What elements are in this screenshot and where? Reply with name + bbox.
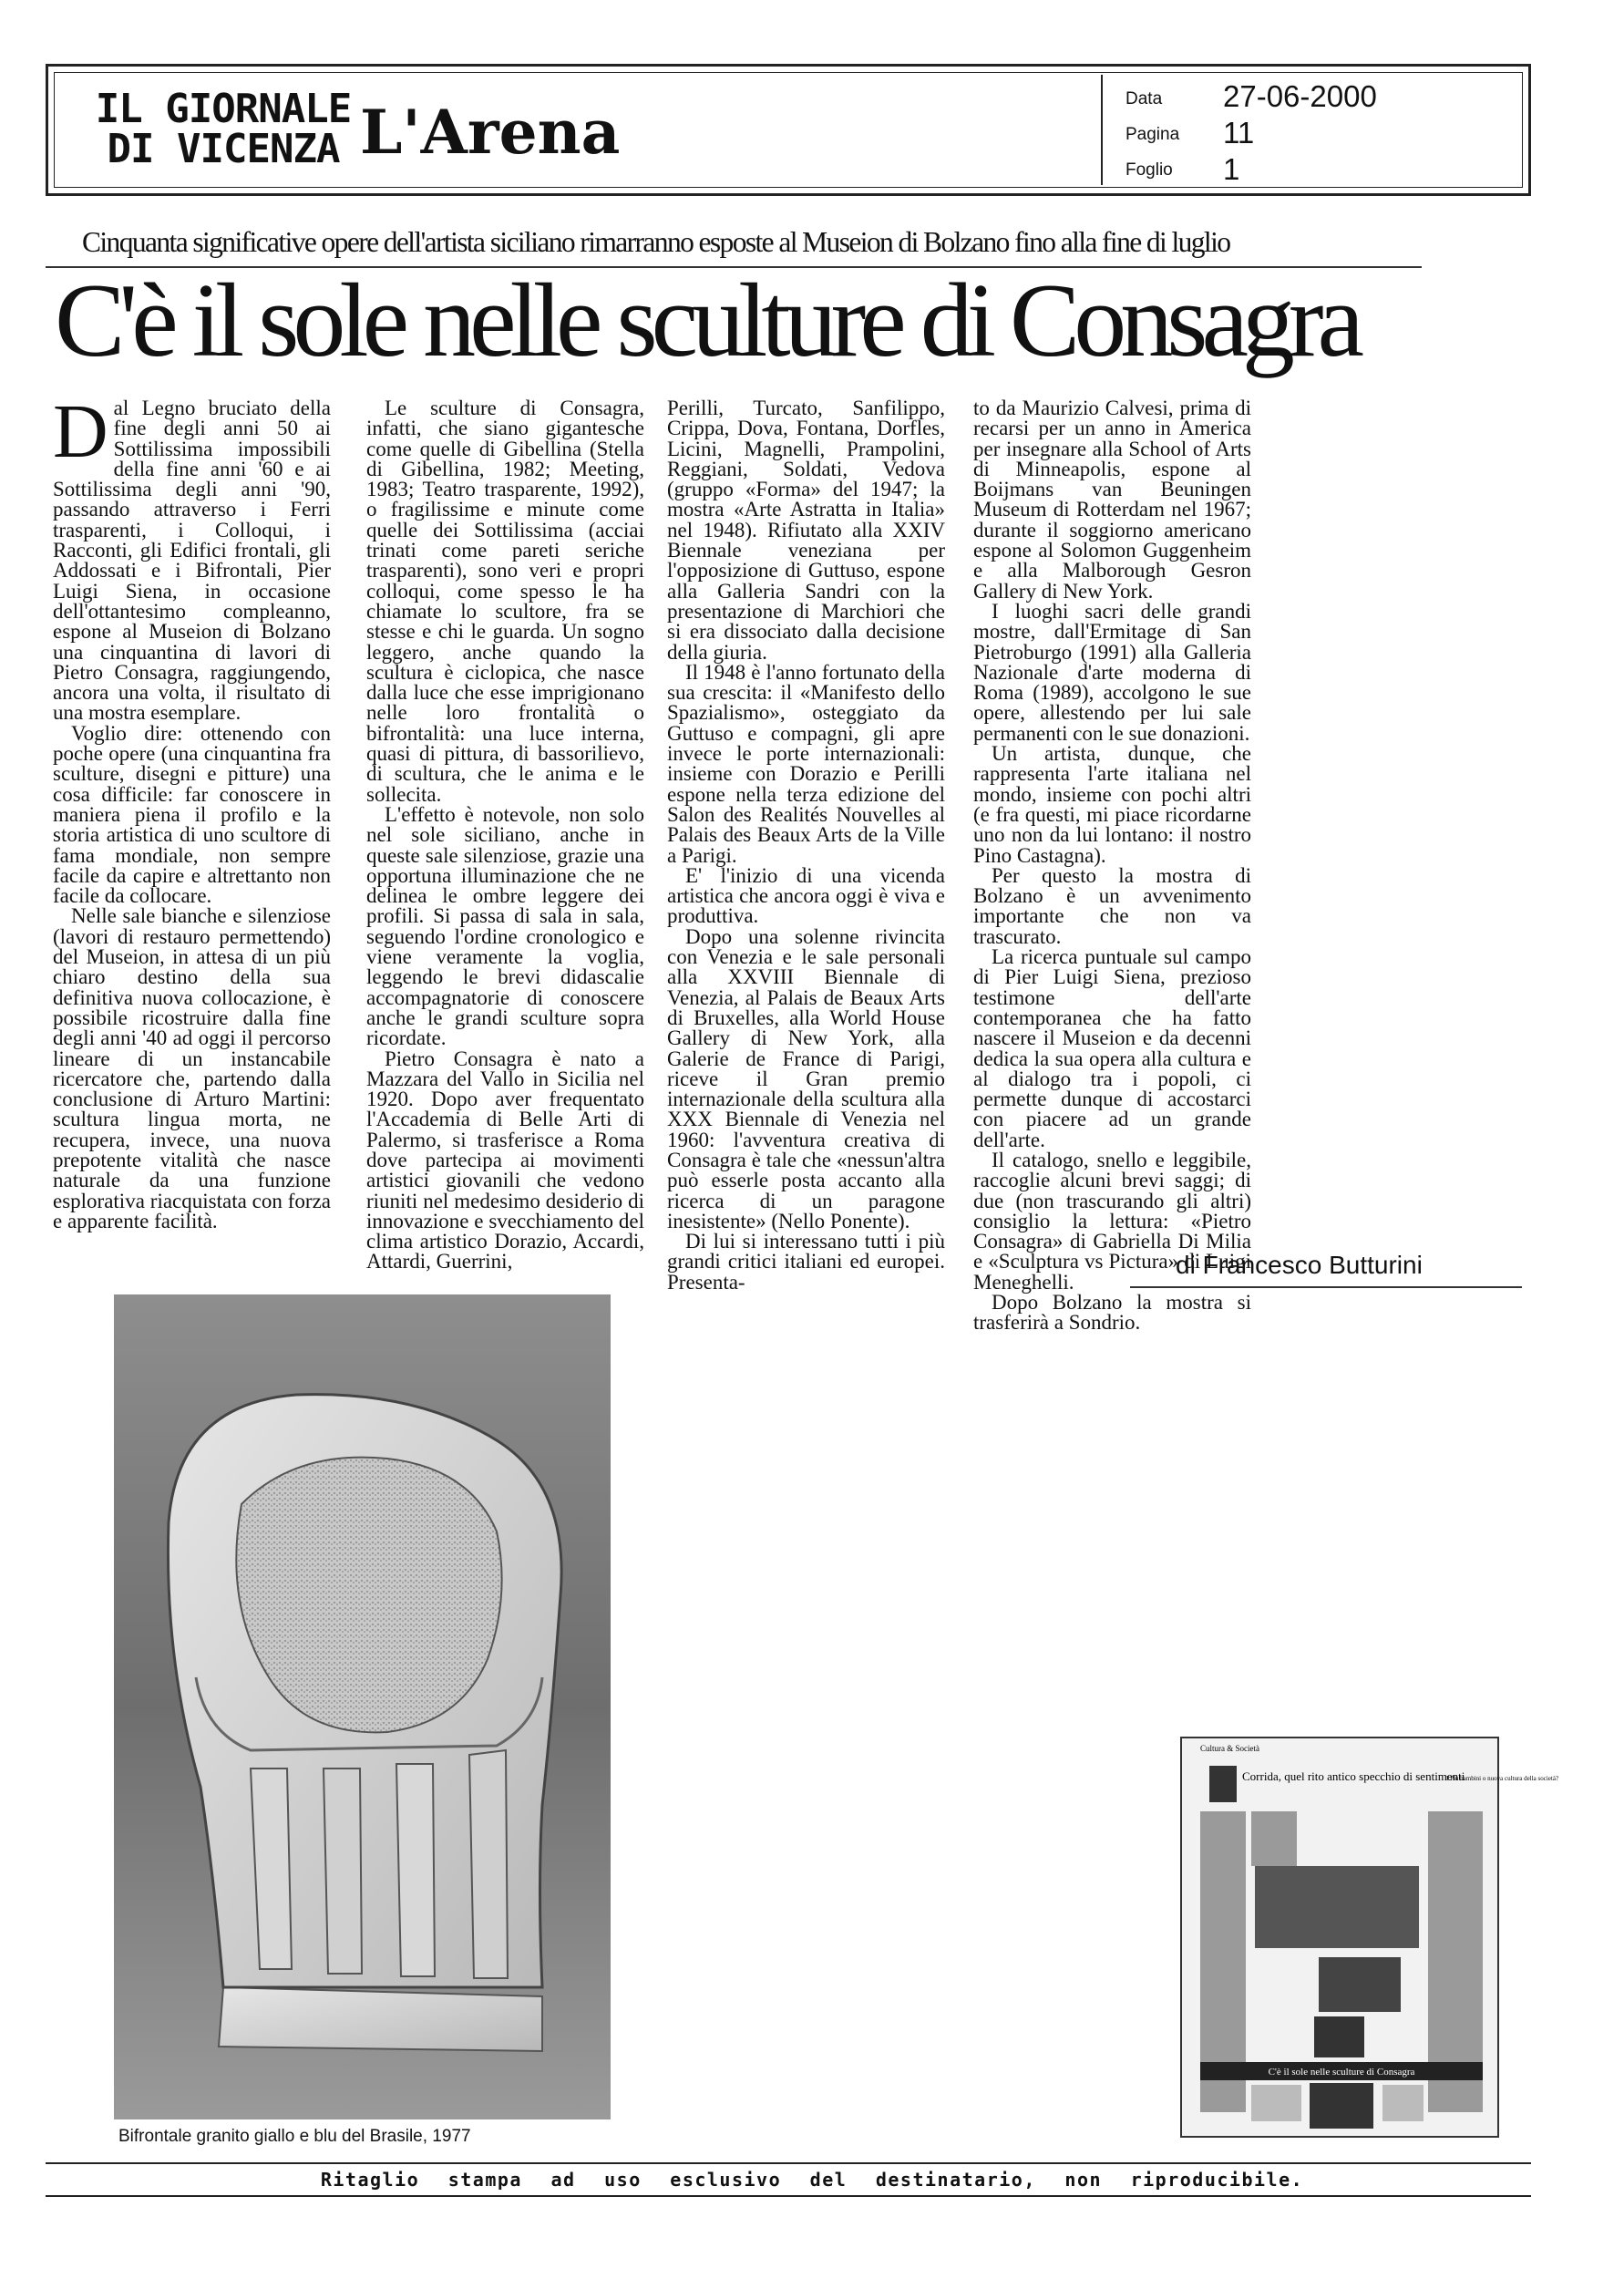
paragraph: Per questo la mostra di Bolzano è un avvenimento importante che non va trascurato. [973, 863, 1251, 948]
paragraph: Voglio dire: ottenendo con poche opere (una cinquantina fra sculture, disegni e pitture) una cosa difficile: far conoscere in maniera piena il profilo e la storia artistica di uno scultore di fama mondiale, non sempre facile da capire e altrettanto non facile da collocare. [53, 721, 331, 908]
paragraph: Di lui si interessano tutti i più grandi critici italiani ed europei. Presenta- [667, 1230, 945, 1294]
sculpture-image [114, 1294, 611, 2119]
paragraph: Dopo Bolzano la mostra si trasferirà a Sondrio. [973, 1291, 1251, 1335]
page-thumbnail-image [1182, 1738, 1559, 2136]
thumb-section: Cultura & Società [1200, 1744, 1259, 1753]
paragraph: to da Maurizio Calvesi, prima di recarsi per un anno in America per insegnare alla School of Arts di Minneapolis, espone al Boijmans van Beuningen Museum di Rotterdam nel 1967; durante il soggiorno americano espone al Solomon Guggenheim e alla Malborough Gesron Gallery di New York. [973, 397, 1251, 603]
foglio-label: Foglio [1125, 160, 1173, 180]
photo-caption: Bifrontale granito giallo e blu del Brasile, 1977 [118, 2127, 471, 2146]
logo-il-giornale-di-vicenza [91, 86, 355, 172]
paragraph: Il catalogo, snello e leggibile, raccoglie alcuni brevi saggi; di due (non trascurando gli altri) consiglio la lettura: «Pietro Consagra» di Gabriella Di Milia e «Sculptura vs Pictura» di Luigi Meneghelli. [973, 1148, 1251, 1294]
byline-rule [1130, 1286, 1522, 1288]
data-label: Data [1125, 89, 1163, 108]
paragraph: La ricerca puntuale sul campo di Pier Luigi Siena, prezioso testimone dell'arte contemporanea che ha fatto nascere il Museion e da decenni dedica la sua opera alla cultura e al dialogo tra i popoli, ci permette dunque di accostarci con piacere ad un grande dell'arte. [973, 945, 1251, 1151]
data-value: 27-06-2000 [1223, 79, 1377, 113]
footer-rule-top [46, 2162, 1531, 2164]
article-column-4 [973, 398, 1251, 1334]
paragraph: Dal Legno bruciato della fine degli anni 50 ai Sottilissima impossibili della fine anni '60 e ai Sottilissima degli anni '90, passando attraverso i Ferri trasparenti, i Colloqui, i Racconti, gli Edifici frontali, gli Addossati e i Bifrontali, Pier Luigi Siena, in occasione dell'ottantesimo compleanno, espone al Museion di Bolzano una cinquantina di lavori di Pietro Consagra, raggiungendo, ancora una volta, il risultato di una mostra esemplare. [53, 389, 331, 725]
drop-cap: D [53, 389, 108, 474]
meta-divider [1101, 75, 1103, 185]
paragraph: Il 1948 è l'anno fortunato della sua crescita: il «Manifesto dello Spazialismo», osteggiato da Guttuso e compagni, gli apre invece le porte internazionali: insieme con Dorazio e Perilli espone nella terza edizione del Salon des Realités Nouvelles al Palais des Beaux Arts de la Ville a Parigi. [667, 660, 945, 867]
article-column-3 [667, 398, 945, 1293]
pagina-label: Pagina [1125, 125, 1180, 144]
page-thumbnail [1180, 1737, 1559, 2138]
article-headline: C'è il sole nelle sculture di Consagra [55, 263, 1359, 379]
logo-giornale-line2: DI VICENZA [107, 126, 340, 172]
thumb-side-title: I Più bambini o nuova cultura della società? [1446, 1775, 1559, 1782]
paragraph: I luoghi sacri delle grandi mostre, dall'Ermitage di San Pietroburgo (1991) alla Galleria Nazionale d'arte moderna di Roma (1989), accolgono le sue opere, allestendo per lui sale permanenti con le sue donazioni. [973, 599, 1251, 745]
logo-l-arena: L'Arena [360, 97, 621, 168]
paragraph: Un artista, dunque, che rappresenta l'arte italiana nel mondo, insieme con pochi altri (e fra questi, mi piace ricordarne uno non da lui lontano: il nostro Pino Castagna). [973, 742, 1251, 867]
masthead-box [46, 64, 1531, 196]
masthead-inner [54, 72, 1523, 188]
thumb-headline: Corrida, quel rito antico specchio di sentimenti [1242, 1769, 1465, 1783]
article-kicker: Cinquanta significative opere dell'artista siciliano rimarranno esposte al Museion di Bolzano fino alla fine di luglio [82, 226, 1230, 258]
footer-rule-bottom [46, 2195, 1531, 2197]
thumb-footer-title: C'è il sole nelle sculture di Consagra [1268, 2067, 1415, 2078]
paragraph: Nelle sale bianche e silenziose (lavori di restauro permettendo) del Museion, in attesa di un più chiaro destino della sua definitiva nuova collocazione, è possibile ricostruire dalla fine degli anni '40 ad oggi il percorso lineare di un instancabile ricercatore che, partendo dalla conclusione di Arturo Martini: scultura lingua morta, ne recupera, invece, una nuova prepotente vitalità che nasce naturale da una funzione esplorativa riacquistata con forza e apparente facilità. [53, 904, 331, 1232]
paragraph: Dopo una solenne rivincita con Venezia e le sale personali alla XXVIII Biennale di Venezia, al Palais de Beaux Arts di Bruxelles, alla World House Gallery di New York, alla Galerie de France di Parigi, riceve il Gran premio internazionale della scultura alla XXX Biennale di Venezia nel 1960: l'avventura creativa di Consagra è tale che «nessun'altra può esserle posta accanto alla ricerca di un paragone inesistente» (Nello Ponente). [667, 924, 945, 1232]
paragraph: Perilli, Turcato, Sanfilippo, Crippa, Dova, Fontana, Dorfles, Licini, Magnelli, Prampolini, Reggiani, Soldati, Vedova (gruppo «Forma» del 1947; la mostra «Arte Astratta in Italia» nel 1948). Rifiutato alla XXIV Biennale veneziana per l'opposizione di Guttuso, espone alla Galleria Sandri con la presentazione di Marchiori che si era dissociato dalla decisione della giuria. [667, 397, 945, 664]
paragraph: Pietro Consagra è nato a Mazzara del Vallo in Sicilia nel 1920. Dopo aver frequentato l'Accademia di Belle Arti di Palermo, si trasferisce a Roma dove partecipa ai movimenti artistici giovanili che vedono riuniti nel medesimo desiderio di innovazione e svecchiamento del clima artistico Dorazio, Accardi, Attardi, Guerrini, [366, 1047, 644, 1274]
article-byline: di Francesco Butturini [1176, 1251, 1423, 1279]
article-column-2 [366, 398, 644, 1273]
paragraph: Le sculture di Consagra, infatti, che siano gigantesche come quelle di Gibellina (Stella di Gibellina, 1982; Meeting, 1983; Teatro trasparente, 1992), o fragilissime e minute come quelle dei Sottilissima (acciai trinati come pareti seriche trasparenti), sono veri e propri colloqui, come spesso le ha chiamate lo scultore, fra se stesse e chi le guarda. Un sogno leggero, anche quando la scultura è ciclopica, che nasce dalla luce che esse imprigionano nelle loro frontalità o bifrontalità: una luce interna, quasi di pittura, di bassorilievo, di scultura, che le anima e le sollecita. [366, 397, 644, 806]
pagina-value: 11 [1223, 116, 1255, 150]
logo-giornale-line1: IL GIORNALE [95, 86, 352, 132]
paragraph: L'effetto è notevole, non solo nel sole siciliano, anche in queste sale silenziose, grazie una opportuna illuminazione che ne delinea le ombre leggere dei profili. Si passa di sala in sala, seguendo l'ordine cronologico e viene veramente la voglia, leggendo le brevi didascalie accompagnatorie di conoscere anche le grandi sculture sopra ricordate. [366, 802, 644, 1050]
paragraph: E' l'inizio di una vicenda artistica che ancora oggi è viva e produttiva. [667, 863, 945, 928]
foglio-value: 1 [1223, 152, 1240, 186]
footer-notice: Ritaglio stampa ad uso esclusivo del destinatario, non riproducibile. [320, 2169, 1304, 2191]
sculpture-photo [114, 1294, 611, 2119]
article-column-1 [53, 389, 331, 1232]
